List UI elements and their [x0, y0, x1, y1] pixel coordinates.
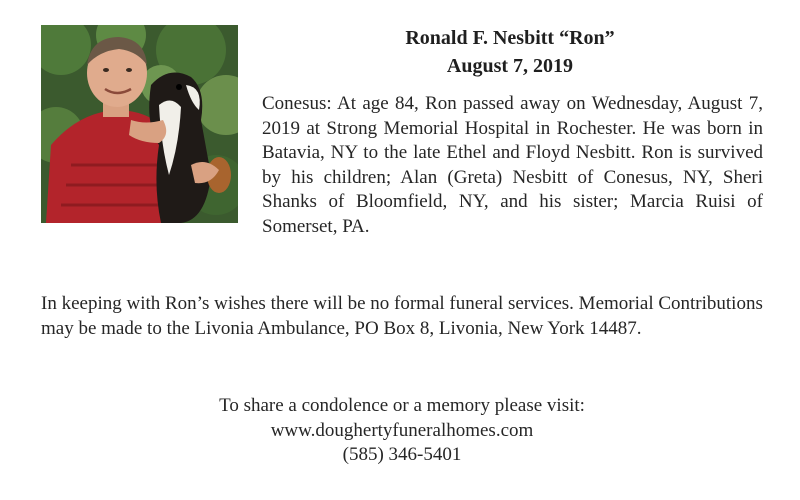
condolence-line: To share a condolence or a memory please visit: — [219, 395, 585, 416]
paragraph-line: survived by his children; Alan (Greta) Nesbitt of — [262, 142, 763, 188]
services-paragraph: In keeping with Ron’s wishes there will be no formal funeral services. Memorial Contributions may be made to the Livonia Ambulance, PO Box 8, Livonia, New York 14487. — [41, 293, 763, 339]
phone-number: (585) 346-5401 — [342, 444, 462, 465]
paragraph-line: Conesus, NY, Sheri Shanks of Bloomfield, NY, — [262, 166, 764, 212]
paragraph-line: Hospital in Rochester. He was born in Batavia, — [262, 117, 763, 163]
paragraph-line: Wednesday, August 7, 2019 at Strong Memorial — [262, 93, 764, 139]
deceased-name: Ronald F. Nesbitt “Ron” — [405, 27, 615, 49]
website-link[interactable]: www.doughertyfuneralhomes.com — [270, 419, 534, 441]
paragraph-line: NY to the late Ethel and Floyd Nesbitt. Ron is — [330, 142, 692, 163]
obituary-paragraph — [41, 92, 763, 243]
obituary-heading — [255, 24, 765, 80]
photo-wrap-spacer — [41, 92, 262, 243]
death-date: August 7, 2019 — [446, 55, 574, 77]
paragraph-line: and his sister; Marcia Ruisi of Somerset, PA. — [262, 191, 763, 237]
paragraph-line: Conesus: At age 84, Ron passed away on — [262, 93, 586, 114]
condolence-footer — [41, 394, 763, 468]
